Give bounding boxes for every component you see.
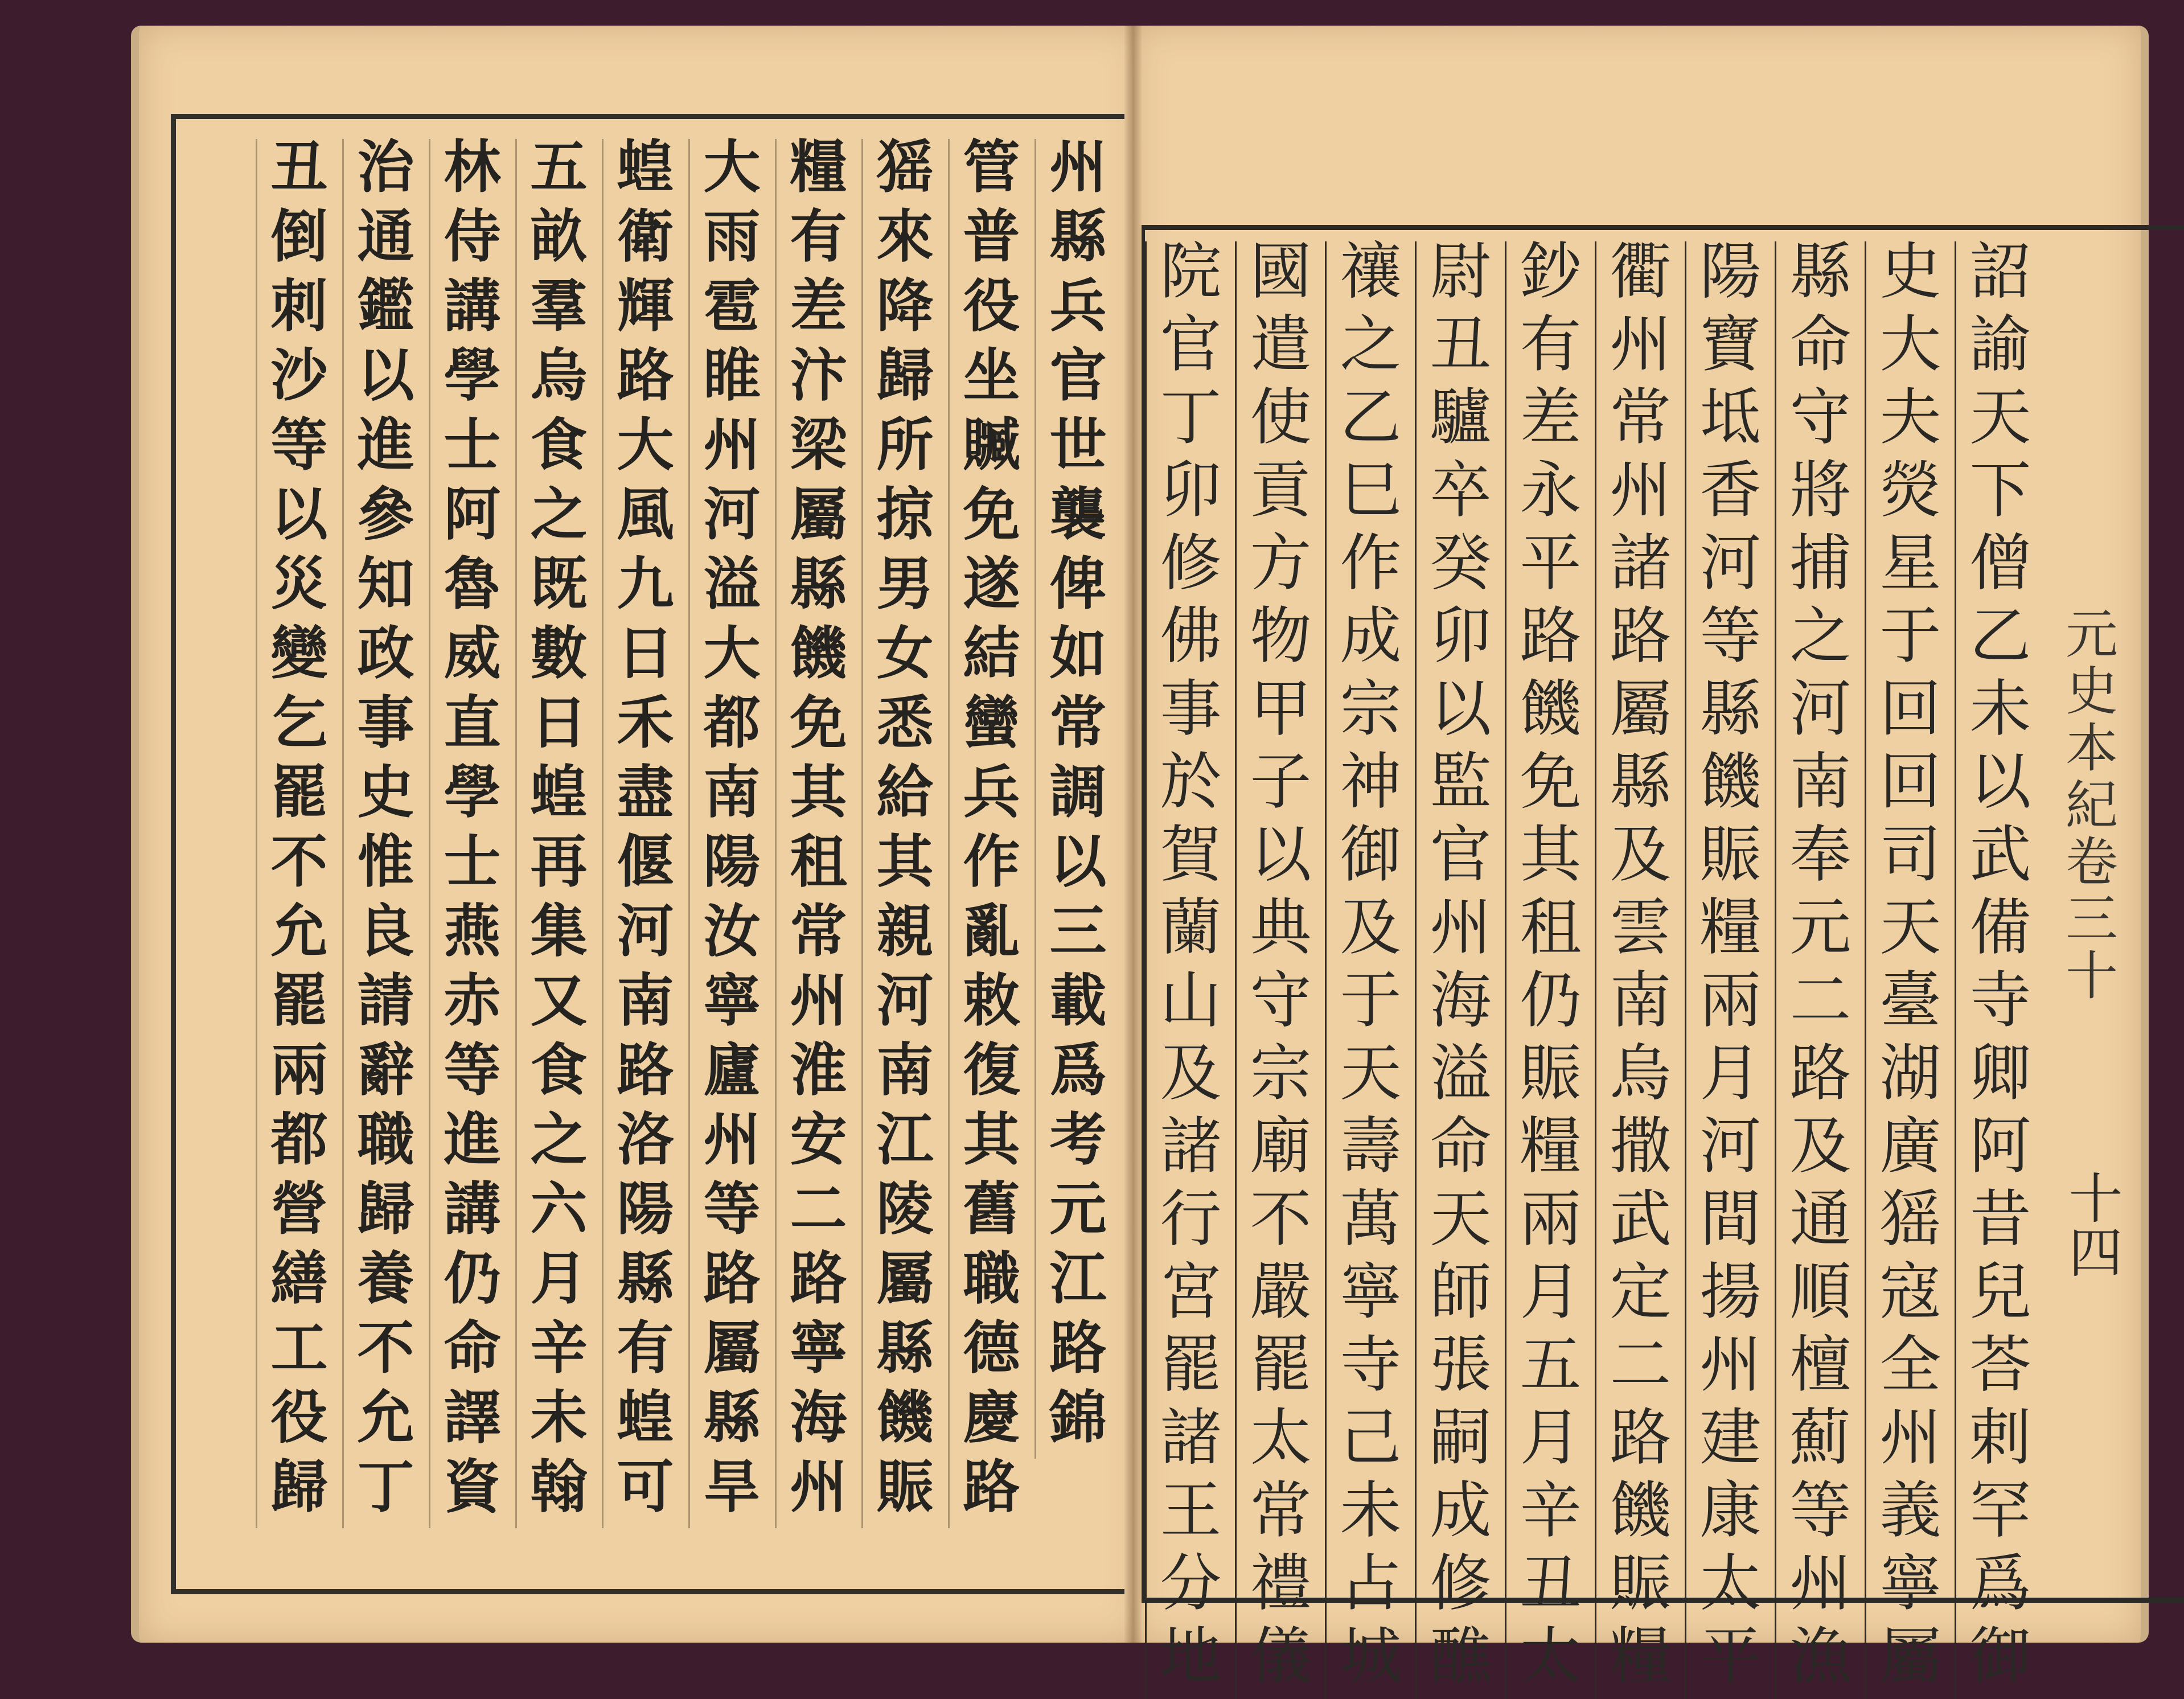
book-title: 元史本紀卷三十 [2057,606,2118,1005]
text-column: 糧 有 差 汴 梁 屬 縣 饑 免 其 租 常 州 淮 安 二 路 寧 海 州 [775,139,860,1528]
text-column: 院 官 丁 卯 修 佛 事 於 賀 蘭 山 及 諸 行 宮 罷 諸 王 分 地 [1145,241,1235,1699]
text-column: 鈔 有 差 永 平 路 饑 免 其 租 仍 賑 糧 兩 月 五 月 辛 丑 太 [1505,241,1595,1699]
text-column: 陽 寶 坻 香 河 等 縣 饑 賑 糧 兩 月 河 間 揚 州 建 康 太 平 [1685,241,1775,1699]
text-column: 蝗 衛 輝 路 大 風 九 日 禾 盡 偃 河 南 路 洛 陽 縣 有 蝗 可 [602,139,687,1528]
text-column: 詔 諭 天 下 僧 乙 未 以 武 備 寺 卿 阿 昔 兒 荅 剌 罕 爲 御 [1955,241,2045,1699]
page-number: 十四 [2060,1170,2123,1278]
text-column: 尉 丑 驢 卒 癸 卯 以 監 官 州 海 溢 命 天 師 張 嗣 成 修 醮 [1415,241,1505,1699]
text-column: 衢 州 常 州 諸 路 屬 縣 及 雲 南 烏 撒 武 定 二 路 饑 賑 糧 [1595,241,1685,1699]
text-column: 治 通 鑑 以 進 參 知 政 事 史 惟 良 請 辭 職 歸 養 不 允 丁 [342,139,428,1528]
text-column: 史 大 夫 熒 星 于 回 回 司 天 臺 湖 廣 猺 寇 全 州 義 寧 屬 [1865,241,1955,1699]
left-text-block [171,114,1124,1594]
book-spine [1124,26,1142,1643]
title-strip [2035,572,2132,1688]
text-column: 丑 倒 刺 沙 等 以 災 變 乞 罷 不 允 罷 兩 都 營 繕 工 役 歸 [256,139,341,1528]
text-column: 大 雨 雹 睢 州 河 溢 大 都 南 陽 汝 寧 廬 州 等 路 屬 縣 旱 [688,139,774,1528]
right-text-block [1142,225,2184,1692]
text-column: 縣 命 守 將 捕 之 河 南 奉 元 二 路 及 通 順 檀 薊 等 州 漁 [1775,241,1865,1699]
text-column: 禳 之 乙 巳 作 成 宗 神 御 及 于 天 壽 萬 寧 寺 己 未 占 城 [1325,241,1415,1699]
text-column: 五 畝 羣 烏 食 之 既 數 日 蝗 再 集 又 食 之 六 月 辛 未 翰 [515,139,601,1528]
text-column: 猺 來 降 歸 所 掠 男 女 悉 給 其 親 河 南 江 陵 屬 縣 饑 賑 [861,139,947,1528]
text-column: 林 侍 講 學 士 阿 魯 威 直 學 士 燕 赤 等 進 講 仍 命 譯 資 [429,139,514,1528]
open-book [131,26,2141,1692]
text-column: 國 遣 使 貢 方 物 甲 子 以 典 守 宗 廟 不 嚴 罷 太 常 禮 儀 [1235,241,1325,1699]
text-column: 州 縣 兵 官 世 襲 俾 如 常 調 以 三 載 爲 考 元 江 路 錦 [1034,139,1120,1459]
text-column: 管 普 役 坐 贓 免 遂 結 蠻 兵 作 亂 敕 復 其 舊 職 德 慶 路 [948,139,1033,1528]
